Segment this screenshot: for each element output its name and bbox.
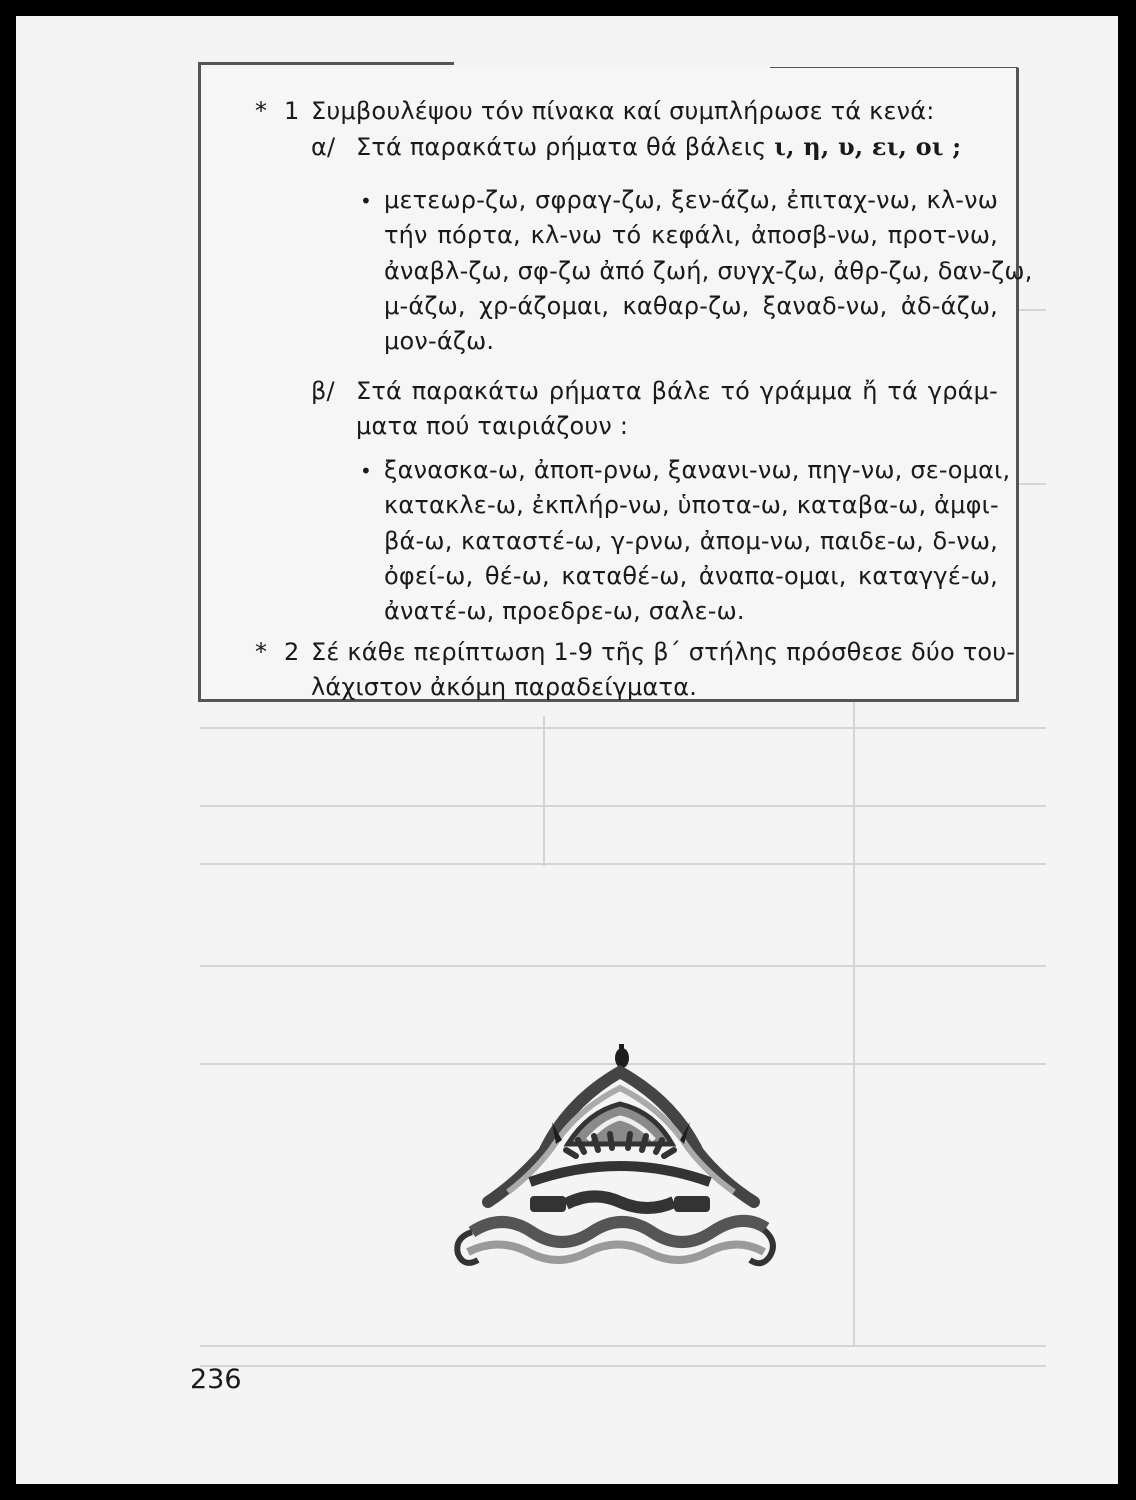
part-a-line-4: μ-άζω, χρ-άζομαι, καθαρ-ζω, ξαναδ-νω, ἀδ-άζω,: [384, 292, 998, 320]
exercise-2-line-2: λάχιστον ἀκόμη παραδείγματα.: [311, 673, 698, 701]
exercise-2-line-1: Σέ κάθε περίπτωση 1-9 τῆς β΄ στήλης πρόσθεσε δύο του-: [311, 638, 1016, 666]
frame-border-top-left: [198, 62, 454, 65]
part-b-line-5: ἀνατέ-ω, προεδρε-ω, σαλε-ω.: [384, 597, 745, 625]
part-a-line-3: ἀναβλ-ζω, σφ-ζω ἀπό ζωή, συγχ-ζω, ἀθρ-ζω, δαν-ζω,: [384, 257, 1033, 285]
part-b-line-1: ξανασκα-ω, ἀποπ-ρνω, ξανανι-νω, πηγ-νω, σε-ομαι,: [384, 456, 1011, 484]
part-b-intro-line-1: Στά παρακάτω ρήματα βάλε τό γράμμα ἤ τά γράμ-: [356, 377, 998, 405]
part-a-line-2: τήν πόρτα, κλ-νω τό κεφάλι, ἀποσβ-νω, προτ-νω,: [384, 221, 998, 249]
exercise-1-marker: *: [255, 97, 267, 125]
part-b-bullet: •: [360, 459, 372, 483]
part-a-intro: Στά παρακάτω ρήματα θά βάλεις: [356, 133, 767, 161]
part-b-line-4: ὀφεί-ω, θέ-ω, καταθέ-ω, ἀναπα-ομαι, καταγγέ-ω,: [384, 562, 998, 590]
part-b-label: β/: [311, 377, 335, 405]
exercise-1-number: 1: [284, 97, 300, 125]
part-a-letters: ι, η, υ, ει, οι ;: [774, 132, 962, 161]
part-b-intro-line-2: ματα πού ταιριάζουν :: [356, 412, 629, 440]
page-number: 236: [190, 1364, 242, 1395]
part-b-line-3: βά-ω, καταστέ-ω, γ-ρνω, ἀπομ-νω, παιδε-ω, δ-νω,: [384, 527, 998, 555]
exercise-2-marker: *: [255, 638, 267, 666]
part-a-label: α/: [311, 133, 336, 161]
exercise-1-heading: Συμβουλέψου τόν πίνακα καί συμπλήρωσε τά κενά:: [311, 97, 935, 125]
exercise-2-number: 2: [284, 638, 300, 666]
dome-ornament-icon: [448, 1032, 776, 1272]
part-a-line-5: μον-άζω.: [384, 327, 495, 355]
part-a-line-1: μετεωρ-ζω, σφραγ-ζω, ξεν-άζω, ἐπιταχ-νω, κλ-νω: [384, 186, 998, 214]
part-a-instruction: [356, 132, 961, 162]
part-a-bullet: •: [360, 189, 372, 213]
part-b-line-2: κατακλε-ω, ἐκπλήρ-νω, ὑποτα-ω, καταβα-ω, ἀμφι-: [384, 491, 999, 519]
